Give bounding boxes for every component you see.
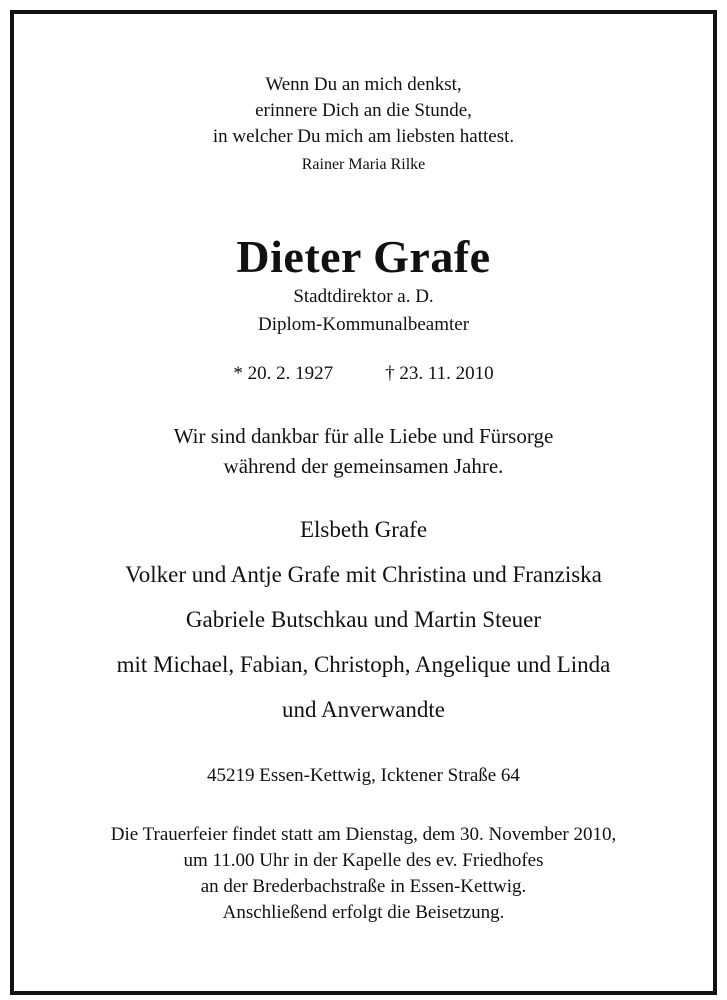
funeral-info-line-3: an der Brederbachstraße in Essen-Kettwig. [200, 876, 527, 897]
death-date: † 23. 11. 2010 [385, 363, 494, 384]
mourner-line-5: und Anverwandte [282, 697, 445, 722]
funeral-info-line-2: um 11.00 Uhr in der Kapelle des ev. Friedhofes [183, 850, 544, 871]
verse-line-1: Wenn Du an mich denkst, [265, 74, 462, 95]
funeral-info-line-4: Anschließend erfolgt die Beisetzung. [222, 902, 505, 923]
address: 45219 Essen-Kettwig, Icktener Straße 64 [207, 765, 520, 786]
title-line-1: Stadtdirektor a. D. [293, 286, 434, 307]
mourner-line-1: Elsbeth Grafe [299, 517, 428, 542]
mourner-line-2: Volker und Antje Grafe mit Christina und Franziska [125, 562, 602, 587]
verse-line-2: erinnere Dich an die Stunde, [255, 100, 472, 121]
thanks-line-2: während der gemeinsamen Jahre. [223, 454, 504, 478]
funeral-info-line-1: Die Trauerfeier findet statt am Dienstag, dem 30. November 2010, [110, 824, 617, 845]
verse-line-3: in welcher Du mich am liebsten hattest. [212, 126, 515, 147]
mourner-line-4: mit Michael, Fabian, Christoph, Angelique und Linda [116, 652, 611, 677]
title-line-2: Diplom-Kommunalbeamter [257, 314, 470, 335]
verse-author: Rainer Maria Rilke [301, 156, 426, 173]
thanks-line-1: Wir sind dankbar für alle Liebe und Fürsorge [173, 424, 554, 448]
life-dates [14, 363, 713, 385]
mourner-line-3: Gabriele Butschkau und Martin Steuer [185, 607, 542, 632]
birth-date: * 20. 2. 1927 [233, 363, 334, 384]
deceased-name: Dieter Grafe [236, 231, 491, 282]
